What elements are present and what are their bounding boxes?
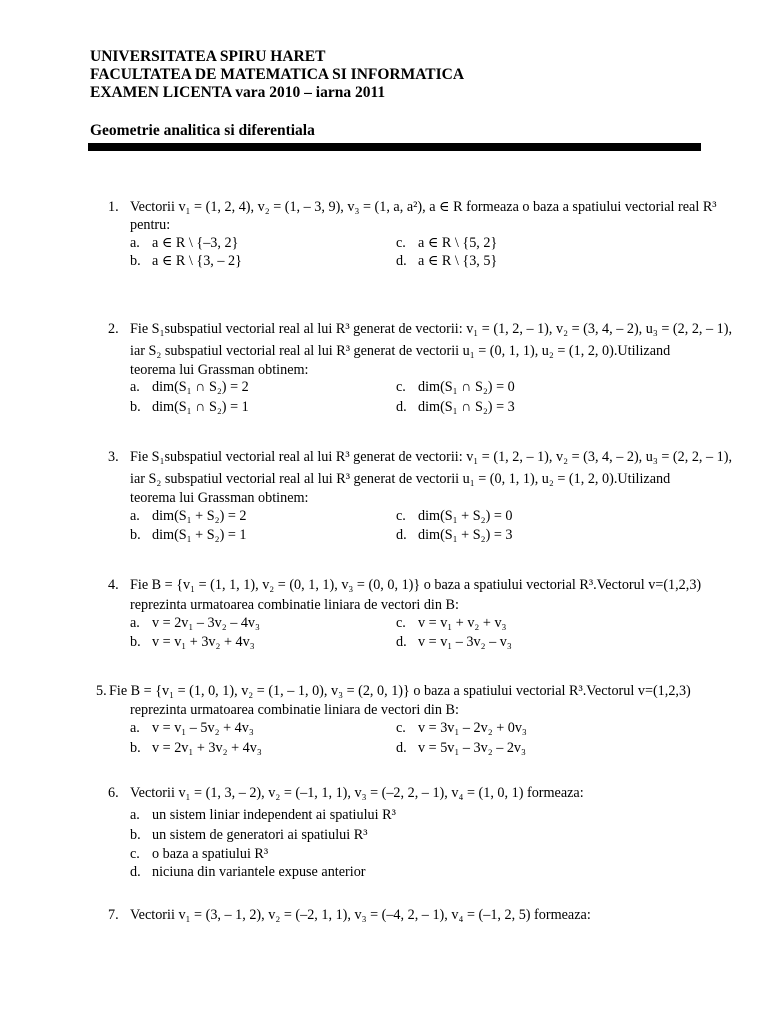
option-letter: b. bbox=[130, 827, 141, 843]
option-d: a ∈ R \ {3, 5} bbox=[418, 253, 498, 269]
option-letter: b. bbox=[130, 634, 141, 650]
question-text: Fie S₁subspatiul vectorial real al lui R³ generat de vectorii: v₁ = (1, 2, – 1), v₂ = (3, 4, – 2), u₃ = (2, 2, – 1), bbox=[130, 449, 733, 465]
option-letter: a. bbox=[130, 379, 140, 395]
question-text: iar S₂ subspatiul vectorial real al lui R³ generat de vectorii u₁ = (0, 1, 1), u₂ = (1, 2, 0).Utilizand bbox=[130, 471, 671, 487]
option-letter: a. bbox=[130, 235, 140, 251]
question-number: 7. bbox=[108, 907, 119, 923]
option-letter: d. bbox=[130, 864, 141, 880]
header-rule bbox=[88, 143, 701, 151]
option-letter: d. bbox=[396, 399, 407, 415]
option-letter: b. bbox=[130, 253, 141, 269]
question-text: Fie B = {v₁ = (1, 0, 1), v₂ = (1, – 1, 0), v₃ = (2, 0, 1)} o baza a spatiului vectorial R³.Vectorul v=(1,2,3) bbox=[109, 683, 691, 699]
option-letter: d. bbox=[396, 253, 407, 269]
option-c: dim(S₁ + S₂) = 0 bbox=[418, 508, 513, 524]
option-d: v = v₁ – 3v₂ – v₃ bbox=[418, 634, 512, 650]
option-letter: d. bbox=[396, 740, 407, 756]
question-text: teorema lui Grassman obtinem: bbox=[130, 362, 309, 378]
option-letter: a. bbox=[130, 720, 140, 736]
option-a: a ∈ R \ {–3, 2} bbox=[152, 235, 239, 251]
option-letter: c. bbox=[130, 846, 140, 862]
option-letter: a. bbox=[130, 508, 140, 524]
option-a: dim(S₁ ∩ S₂) = 2 bbox=[152, 379, 249, 395]
option-b: un sistem de generatori ai spatiului R³ bbox=[152, 827, 368, 843]
option-letter: c. bbox=[396, 615, 406, 631]
option-c: v = 3v₁ – 2v₂ + 0v₃ bbox=[418, 720, 527, 736]
option-b: a ∈ R \ {3, – 2} bbox=[152, 253, 242, 269]
option-letter: c. bbox=[396, 720, 406, 736]
question-number: 4. bbox=[108, 577, 119, 593]
question-number: 6. bbox=[108, 785, 119, 801]
option-b: v = v₁ + 3v₂ + 4v₃ bbox=[152, 634, 255, 650]
question-text: Vectorii v₁ = (3, – 1, 2), v₂ = (–2, 1, 1), v₃ = (–4, 2, – 1), v₄ = (–1, 2, 5) formeaza: bbox=[130, 907, 591, 923]
option-letter: c. bbox=[396, 379, 406, 395]
option-d: dim(S₁ ∩ S₂) = 3 bbox=[418, 399, 515, 415]
option-c: v = v₁ + v₂ + v₃ bbox=[418, 615, 507, 631]
option-a: v = v₁ – 5v₂ + 4v₃ bbox=[152, 720, 254, 736]
option-letter: a. bbox=[130, 615, 140, 631]
option-b: v = 2v₁ + 3v₂ + 4v₃ bbox=[152, 740, 262, 756]
question-number: 2. bbox=[108, 321, 119, 337]
question-text: Fie B = {v₁ = (1, 1, 1), v₂ = (0, 1, 1), v₃ = (0, 0, 1)} o baza a spatiului vectorial R³.Vectorul v=(1,2,3) bbox=[130, 577, 702, 593]
option-a: v = 2v₁ – 3v₂ – 4v₃ bbox=[152, 615, 260, 631]
option-a: un sistem liniar independent ai spatiului R³ bbox=[152, 807, 396, 823]
option-d: niciuna din variantele expuse anterior bbox=[152, 864, 366, 880]
question-text: pentru: bbox=[130, 217, 171, 233]
question-number: 1. bbox=[108, 199, 119, 215]
question-text: reprezinta urmatoarea combinatie liniara de vectori din B: bbox=[130, 597, 459, 613]
faculty-name: FACULTATEA DE MATEMATICA SI INFORMATICA bbox=[90, 66, 465, 83]
option-a: dim(S₁ + S₂) = 2 bbox=[152, 508, 247, 524]
option-c: dim(S₁ ∩ S₂) = 0 bbox=[418, 379, 515, 395]
option-d: dim(S₁ + S₂) = 3 bbox=[418, 527, 513, 543]
option-letter: b. bbox=[130, 399, 141, 415]
option-letter: d. bbox=[396, 527, 407, 543]
question-text: Vectorii v₁ = (1, 2, 4), v₂ = (1, – 3, 9), v₃ = (1, a, a²), a ∈ R formeaza o baza a spatiului vectorial real R³ bbox=[130, 199, 717, 215]
option-c: o baza a spatiului R³ bbox=[152, 846, 269, 862]
question-text: Fie S₁subspatiul vectorial real al lui R³ generat de vectorii: v₁ = (1, 2, – 1), v₂ = (3, 4, – 2), u₃ = (2, 2, – 1), bbox=[130, 321, 733, 337]
question-text: Vectorii v₁ = (1, 3, – 2), v₂ = (–1, 1, 1), v₃ = (–2, 2, – 1), v₄ = (1, 0, 1) formeaza: bbox=[130, 785, 584, 801]
subject-title: Geometrie analitica si diferentiala bbox=[90, 122, 315, 139]
option-letter: c. bbox=[396, 508, 406, 524]
question-number: 5. bbox=[96, 683, 107, 699]
option-d: v = 5v₁ – 3v₂ – 2v₃ bbox=[418, 740, 526, 756]
option-c: a ∈ R \ {5, 2} bbox=[418, 235, 498, 251]
question-text: reprezinta urmatoarea combinatie liniara de vectori din B: bbox=[130, 702, 459, 718]
university-name: UNIVERSITATEA SPIRU HARET bbox=[90, 48, 326, 65]
option-letter: b. bbox=[130, 527, 141, 543]
option-letter: d. bbox=[396, 634, 407, 650]
option-letter: b. bbox=[130, 740, 141, 756]
option-b: dim(S₁ ∩ S₂) = 1 bbox=[152, 399, 249, 415]
option-letter: c. bbox=[396, 235, 406, 251]
option-letter: a. bbox=[130, 807, 140, 823]
question-text: teorema lui Grassman obtinem: bbox=[130, 490, 309, 506]
exam-title: EXAMEN LICENTA vara 2010 – iarna 2011 bbox=[90, 84, 386, 101]
question-text: iar S₂ subspatiul vectorial real al lui R³ generat de vectorii u₁ = (0, 1, 1), u₂ = (1, 2, 0).Utilizand bbox=[130, 343, 671, 359]
question-number: 3. bbox=[108, 449, 119, 465]
option-b: dim(S₁ + S₂) = 1 bbox=[152, 527, 247, 543]
